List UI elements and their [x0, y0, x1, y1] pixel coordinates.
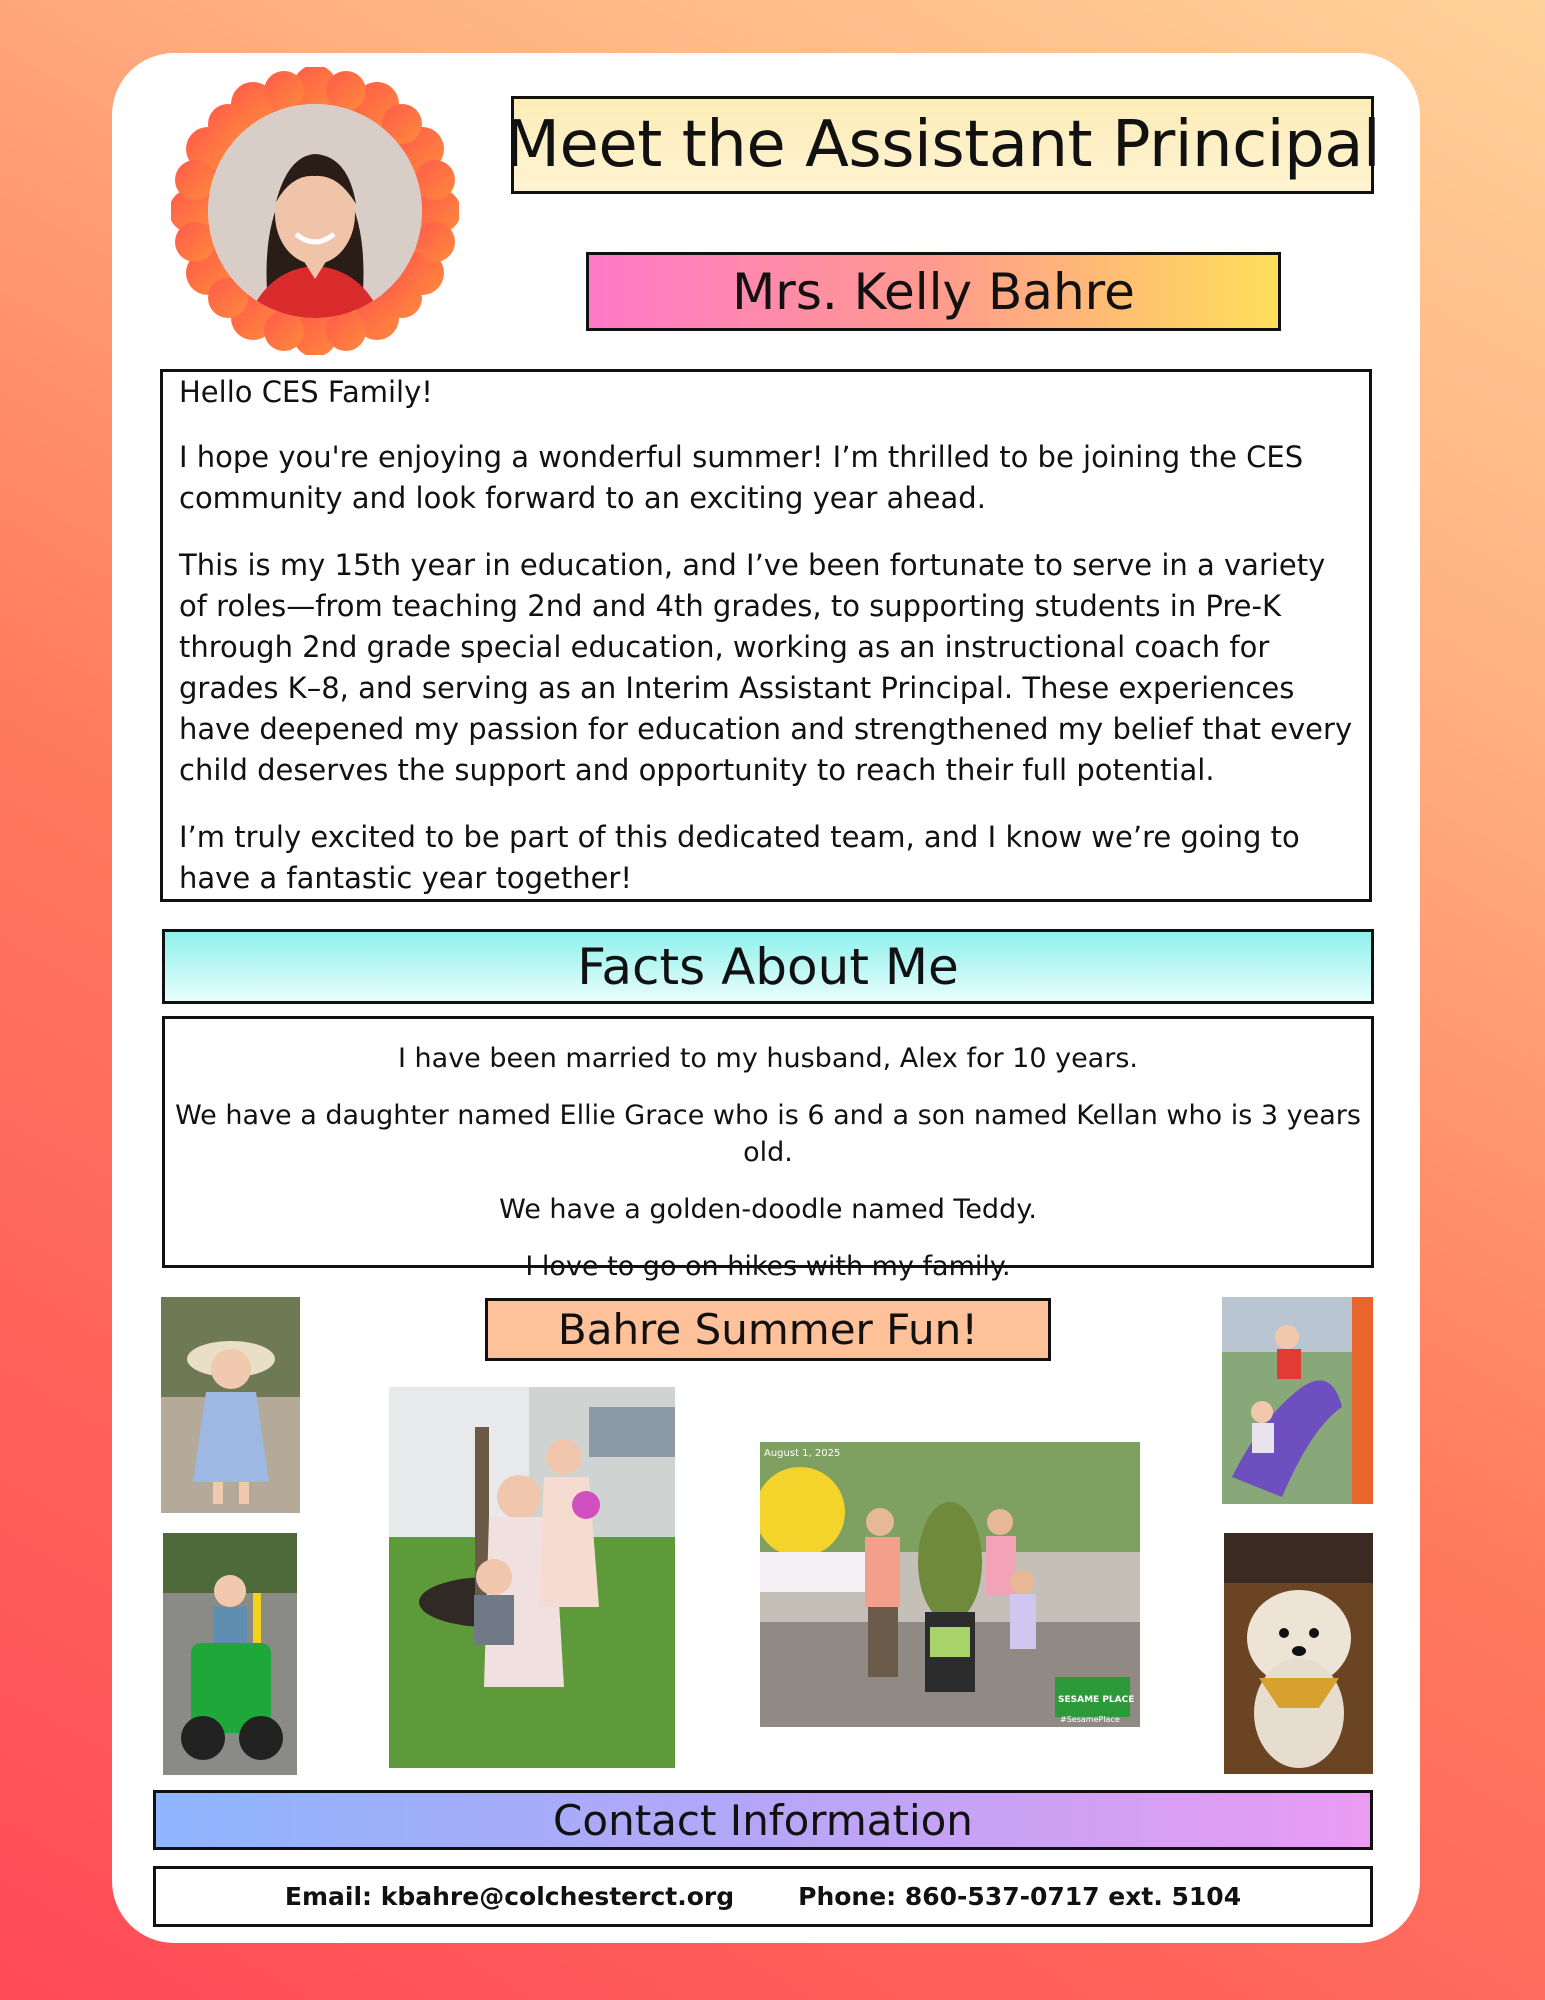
page-title: Meet the Assistant Principal: [511, 96, 1374, 194]
principal-name: Mrs. Kelly Bahre: [586, 252, 1281, 331]
letter-greeting: Hello CES Family!: [179, 375, 433, 409]
photo-daughter-sunhat: [161, 1297, 300, 1513]
fact-item: I love to go on hikes with my family.: [525, 1251, 1011, 1282]
sesame-place-logo: SESAME PLACE: [1058, 1695, 1135, 1705]
fact-item: We have a golden-doodle named Teddy.: [499, 1194, 1037, 1225]
photo-hashtag: #SesamePlace: [1060, 1715, 1120, 1724]
contact-details: [153, 1866, 1373, 1927]
gallery-title: Bahre Summer Fun!: [485, 1298, 1051, 1361]
photo-mom-and-kids: [389, 1387, 675, 1768]
photo-kids-playground: [1222, 1297, 1373, 1504]
welcome-letter: [160, 369, 1372, 902]
facts-list: [162, 1016, 1374, 1282]
fact-item: I have been married to my husband, Alex for 10 years.: [398, 1043, 1138, 1074]
photo-dog-teddy: [1224, 1533, 1373, 1774]
letter-paragraph: I hope you're enjoying a wonderful summer! I’m thrilled to be joining the CES community and look forward to an exciting year ahead.: [179, 440, 1304, 515]
photo-son-tractor: [163, 1533, 297, 1775]
facts-heading: Facts About Me: [162, 929, 1374, 1004]
contact-heading: Contact Information: [153, 1790, 1373, 1850]
letter-paragraph: I’m truly excited to be part of this dedicated team, and I know we’re going to have a fantastic year together!: [179, 820, 1300, 895]
photo-sesame-place-family: [760, 1442, 1140, 1727]
fact-item: We have a daughter named Ellie Grace who is 6 and a son named Kellan who is 3 years old.: [175, 1100, 1361, 1168]
contact-phone[interactable]: Phone: 860-537-0717 ext. 5104: [798, 1882, 1242, 1911]
portrait-photo: [208, 104, 422, 318]
photo-date-stamp: August 1, 2025: [764, 1448, 841, 1459]
contact-email[interactable]: Email: kbahre@colchesterct.org: [284, 1882, 735, 1911]
letter-paragraph: This is my 15th year in education, and I’ve been fortunate to serve in a variety of roles—from teaching 2nd and 4th grades, to supporting students in Pre-K through 2nd grade special education, working as an instructional coach for grades K–8, and serving as an Interim Assistant Principal. These experiences have deepened my passion for education and strengthened my belief that every child deserves the support and opportunity to reach their full potential.: [179, 548, 1353, 787]
